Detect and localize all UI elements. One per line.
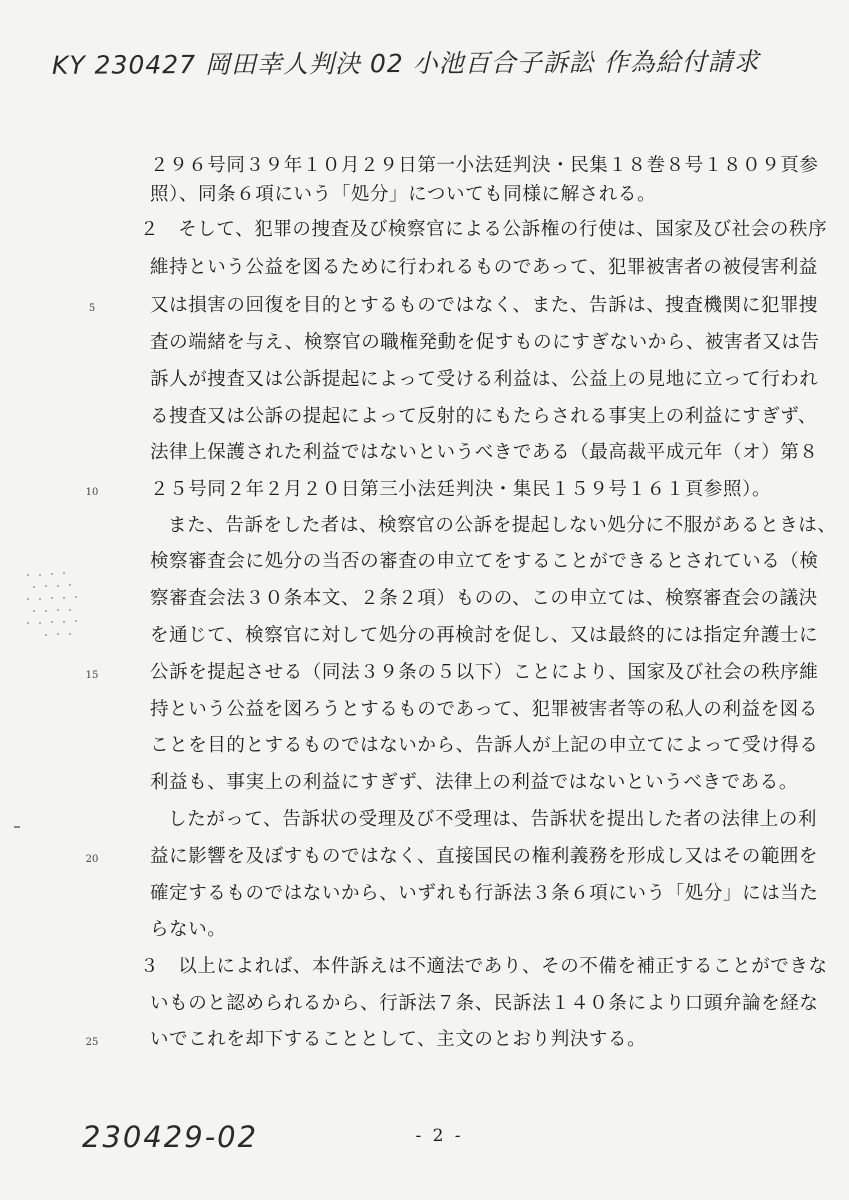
body-line: 確定するものではないから、いずれも行訴法３条６項にいう「処分」には当た bbox=[150, 883, 819, 904]
line-number: 15 bbox=[85, 670, 99, 681]
body-line: ２９６号同３９年１０月２９日第一小法廷判決・民集１８巻８号１８０９頁参 bbox=[150, 155, 819, 176]
body-line: を通じて、検察官に対して処分の再検討を促し、又は最終的には指定弁護士に bbox=[150, 625, 819, 646]
body-line: 検察審査会に処分の当否の審査の申立てをすることができるとされている（検 bbox=[150, 551, 819, 572]
body-line: らない。 bbox=[150, 919, 227, 940]
body-line: また、告訴をした者は、検察官の公訴を提起しない処分に不服があるときは、 bbox=[168, 515, 837, 536]
body-line: 又は損害の回復を目的とするものではなく、また、告訴は、捜査機関に犯罪捜 bbox=[150, 295, 819, 316]
body-line: したがって、告訴状の受理及び不受理は、告訴状を提出した者の法律上の利 bbox=[168, 809, 818, 830]
body-line: ３ 以上によれば、本件訴えは不適法であり、その不備を補正することができな bbox=[140, 956, 828, 977]
body-line: 訴人が捜査又は公訴提起によって受ける利益は、公益上の見地に立って行われ bbox=[150, 369, 819, 390]
body-line: 公訴を提起させる（同法３９条の５以下）ことにより、国家及び社会の秩序維 bbox=[150, 662, 819, 683]
line-number: 20 bbox=[85, 854, 99, 865]
line-number: 10 bbox=[85, 487, 99, 498]
handwritten-header-annotation: KY 230427 岡田幸人判決 02 小池百合子訴訟 作為給付請求 bbox=[51, 47, 760, 80]
body-line: 益に影響を及ぼすものではなく、直接国民の権利義務を形成し又はその範囲を bbox=[150, 846, 819, 867]
body-line: 持という公益を図ろうとするものであって、犯罪被害者等の私人の利益を図る bbox=[150, 699, 818, 720]
body-line: 査の端緒を与え、検察官の職権発動を促すものにすぎないから、被害者又は告 bbox=[150, 332, 820, 353]
body-line: いでこれを却下することとして、主文のとおり判決する。 bbox=[150, 1029, 647, 1050]
line-number: 25 bbox=[85, 1037, 99, 1048]
body-line: ２５号同２年２月２０日第三小法廷判決・集民１５９号１６１頁参照）。 bbox=[150, 479, 772, 500]
scan-fold-marks bbox=[8, 565, 98, 645]
scan-edge-mark bbox=[14, 826, 20, 828]
body-line: いものと認められるから、行訴法７条、民訴法１４０条により口頭弁論を経な bbox=[150, 993, 819, 1014]
page-number: - 2 - bbox=[415, 1126, 464, 1146]
body-line: 法律上保護された利益ではないというべきである（最高裁平成元年（オ）第８ bbox=[150, 442, 819, 463]
body-line: 利益も、事実上の利益にすぎず、法律上の利益ではないというべきである。 bbox=[150, 772, 798, 793]
body-line: る捜査又は公訴の提起によって反射的にもたらされる事実上の利益にすぎず、 bbox=[150, 406, 818, 427]
body-line: 察審査会法３０条本文、２条２項）ものの、この申立ては、検察審査会の議決 bbox=[150, 588, 818, 609]
line-number: 5 bbox=[88, 303, 96, 314]
body-line: ことを目的とするものではないから、告訴人が上記の申立てによって受け得る bbox=[150, 735, 819, 756]
body-line: 照）、同条６項にいう「処分」についても同様に解される。 bbox=[150, 184, 657, 205]
body-line: ２ そして、犯罪の捜査及び検察官による公訴権の行使は、国家及び社会の秩序 bbox=[140, 219, 828, 240]
handwritten-footer-annotation: 230429-02 bbox=[82, 1120, 259, 1154]
body-line: 維持という公益を図るために行われるものであって、犯罪被害者の被侵害利益 bbox=[150, 257, 818, 278]
